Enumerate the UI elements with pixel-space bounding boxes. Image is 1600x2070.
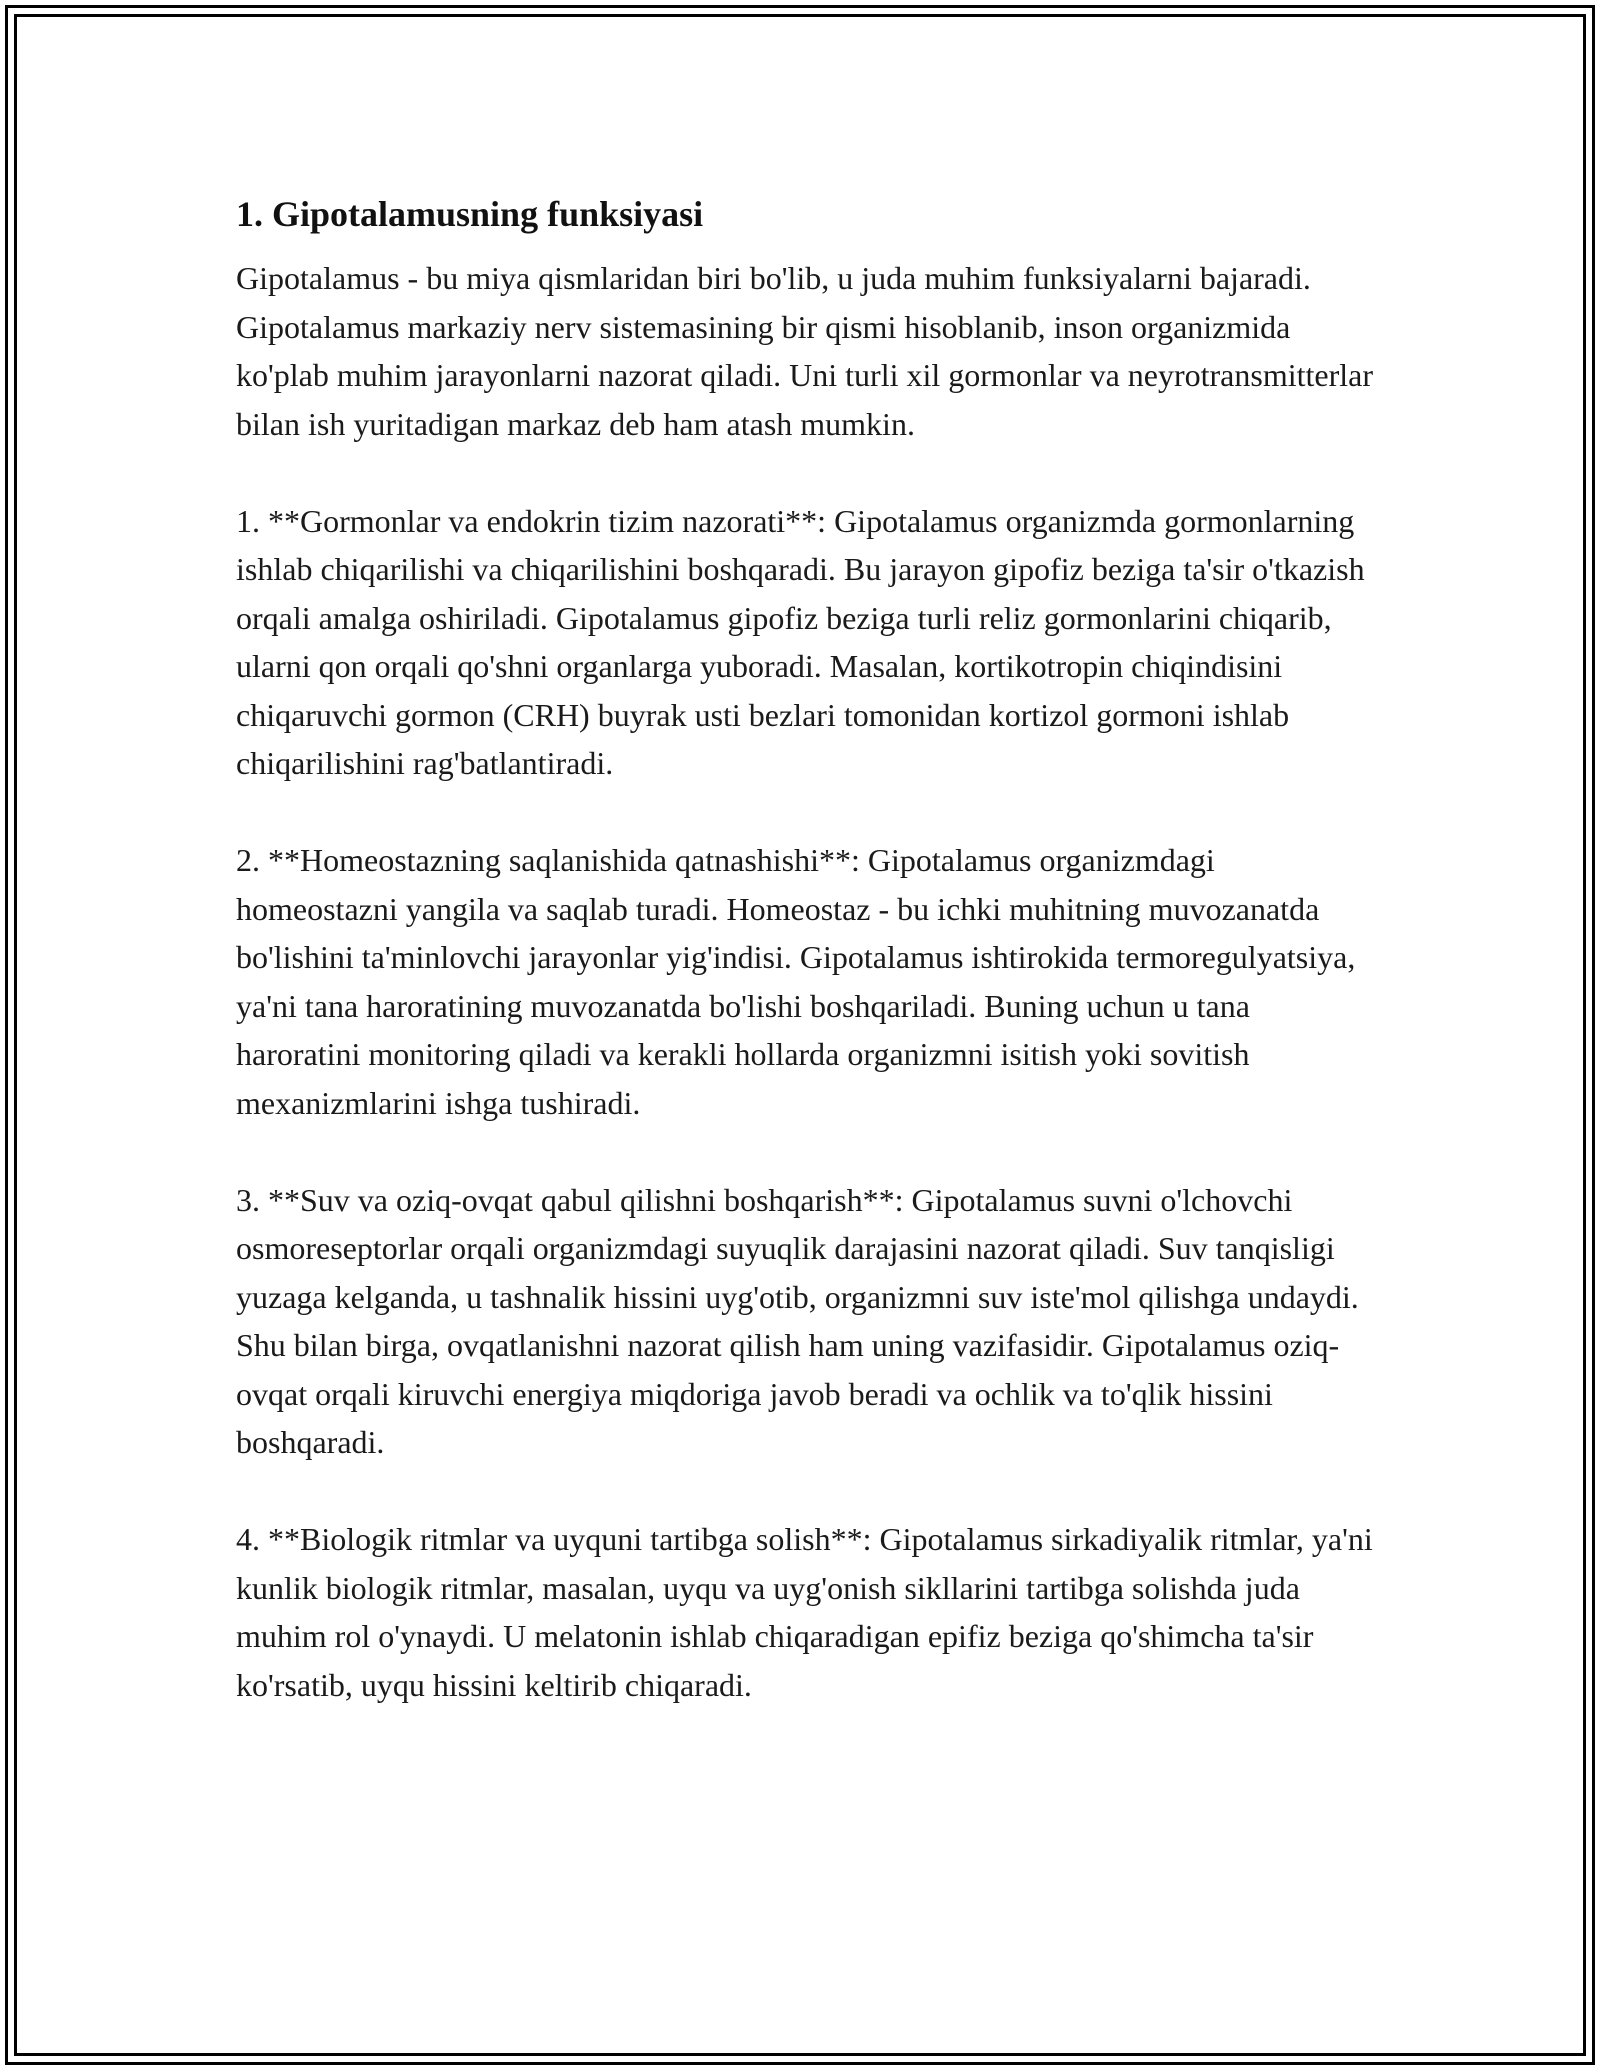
intro-paragraph: Gipotalamus - bu miya qismlaridan biri bo'lib, u juda muhim funksiyalarni bajaradi. Gipotalamus markaziy nerv sistemasining bir qismi hisoblanib, inson organizmida ko'plab muhim jarayonlarni nazorat qiladi. Uni turli xil gormonlar va neyrotransmitterlar bilan ish yuritadigan markaz deb ham atash mumkin. <box>236 260 1373 442</box>
document-body <box>236 188 1376 1758</box>
paragraph-hormones: 1. **Gormonlar va endokrin tizim nazorati**: Gipotalamus organizmda gormonlarning ishlab chiqarilishi va chiqarilishini boshqaradi. Bu jarayon gipofiz beziga ta'sir o'tkazish orqali amalga oshiriladi. Gipotalamus gipofiz beziga turli reliz gormonlarini chiqarib, ularni qon orqali qo'shni organlarga yuboradi. Masalan, kortikotropin chiqindisini chiqaruvchi gormon (CRH) buyrak usti bezlari tomonidan kortizol gormoni ishlab chiqarilishini rag'batlantiradi. <box>236 502 1365 781</box>
paragraph-homeostasis: 2. **Homeostazning saqlanishida qatnashishi**: Gipotalamus organizmdagi homeostazni yangila va saqlab turadi. Homeostaz - bu ichki muhitning muvozanatda bo'lishini ta'minlovchi jarayonlar yig'indisi. Gipotalamus ishtirokida termoregulyatsiya, ya'ni tana haroratining muvozanatda bo'lishi boshqariladi. Buning uchun u tana haroratini monitoring qiladi va kerakli hollarda organizmni isitish yoki sovitish mexanizmlarini ishga tushiradi. <box>236 842 1356 1121</box>
paragraph-water-food: 3. **Suv va oziq-ovqat qabul qilishni boshqarish**: Gipotalamus suvni o'lchovchi osmoreseptorlar orqali organizmdagi suyuqlik darajasini nazorat qiladi. Suv tanqisligi yuzaga kelganda, u tashnalik hissini uyg'otib, organizmni suv iste'mol qilishga undaydi. Shu bilan birga, ovqatlanishni nazorat qilish ham uning vazifasidir. Gipotalamus oziq-ovqat orqali kiruvchi energiya miqdoriga javob beradi va ochlik va to'qlik hissini boshqaradi. <box>236 1181 1359 1460</box>
paragraph-biological-rhythms: 4. **Biologik ritmlar va uyquni tartibga solish**: Gipotalamus sirkadiyalik ritmlar, ya'ni kunlik biologik ritmlar, masalan, uyqu va uyg'onish sikllarini tartibga solishda juda muhim rol o'ynaydi. U melatonin ishlab chiqaradigan epifiz beziga qo'shimcha ta'sir ko'rsatib, uyqu hissini keltirib chiqaradi. <box>236 1521 1373 1703</box>
document-title: 1. Gipotalamusning funksiyasi <box>236 194 704 234</box>
